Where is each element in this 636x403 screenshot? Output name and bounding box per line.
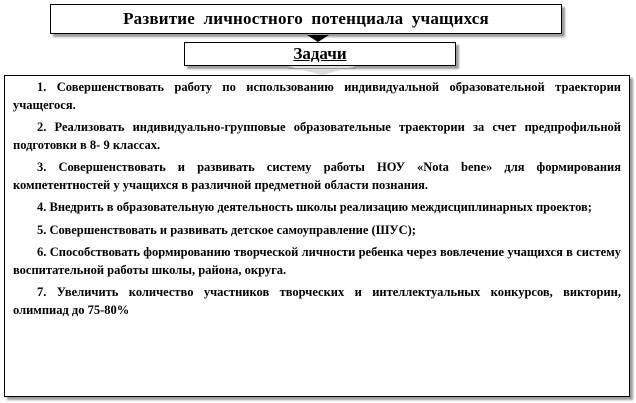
arrow-down-2-edge <box>288 68 356 69</box>
tasks-header-box <box>184 42 456 66</box>
tasks-list-box <box>4 75 630 397</box>
main-title-box <box>50 4 562 34</box>
task-item-7: 7. Увеличить количество участников творческих и интеллектуальных конкурсов, викторин, олимпиад до 75-80% <box>13 285 621 317</box>
task-item-4: 4. Внедрить в образовательную деятельность школы реализацию междисциплинарных проектов; <box>37 200 592 214</box>
task-item-2: 2. Реализовать индивидуально-групповые образовательные траектории за счет предпрофильной подготовки в 8- 9 классах. <box>13 120 621 152</box>
arrow-down-1 <box>307 35 329 42</box>
task-item-6: 6. Способствовать формированию творческой личности ребенка через вовлечение учащихся в систему воспитательной работы школы, района, округа. <box>13 245 621 277</box>
task-item-5: 5. Совершенствовать и развивать детское самоуправление (ШУС); <box>37 222 416 237</box>
task-item-1: 1. Совершенствовать работу по использованию индивидуальной образовательной траектории учащегося. <box>13 80 621 112</box>
main-title: Развитие личностного потенциала учащихся <box>123 9 489 28</box>
tasks-header: Задачи <box>293 44 347 63</box>
task-item-3: 3. Совершенствовать и развивать систему работы НОУ «Nota bene» для формирования компетентностей у учащихся в различной предметной области познания. <box>13 160 621 192</box>
